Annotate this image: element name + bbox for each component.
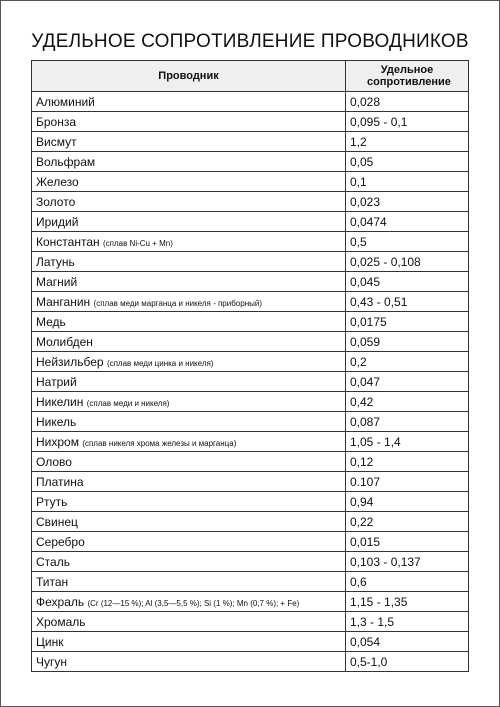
resistance-value: 1,2 — [346, 132, 469, 152]
header-resistance-label: Удельное сопротивление — [367, 64, 451, 88]
conductor-name: Никель — [36, 414, 77, 429]
conductor-name: Алюминий — [36, 94, 95, 109]
conductor-cell — [32, 492, 346, 512]
conductor-cell — [32, 172, 346, 192]
conductor-name: Свинец — [36, 514, 78, 529]
table-row — [32, 652, 469, 672]
conductor-note: (сплав меди цинка и никеля) — [106, 358, 214, 368]
conductor-cell — [32, 112, 346, 132]
resistance-value: 0,028 — [346, 92, 469, 112]
table-row — [32, 332, 469, 352]
conductor-name: Железо — [36, 174, 79, 189]
table-row — [32, 492, 469, 512]
conductor-name: Нихром — [36, 434, 79, 449]
conductor-cell — [32, 272, 346, 292]
conductor-name: Иридий — [36, 214, 79, 229]
conductor-name: Манганин — [36, 294, 91, 309]
conductor-cell — [32, 212, 346, 232]
table-row — [32, 132, 469, 152]
page-title: УДЕЛЬНОЕ СОПРОТИВЛЕНИЕ ПРОВОДНИКОВ — [31, 31, 469, 52]
table-row — [32, 152, 469, 172]
resistance-value: 0,5 — [346, 232, 469, 252]
table-row — [32, 472, 469, 492]
resistance-value: 0,023 — [346, 192, 469, 212]
conductor-note: (сплав никеля хрома железы и марганца) — [82, 438, 237, 448]
resistance-value: 0,05 — [346, 152, 469, 172]
conductor-cell — [32, 632, 346, 652]
table-row — [32, 372, 469, 392]
resistance-value: 1,3 - 1,5 — [346, 612, 469, 632]
conductor-name: Ртуть — [36, 494, 68, 509]
conductor-name: Висмут — [36, 134, 77, 149]
conductor-cell — [32, 352, 346, 372]
conductor-name: Вольфрам — [36, 154, 96, 169]
resistance-value: 0,5-1,0 — [346, 652, 469, 672]
conductor-cell — [32, 512, 346, 532]
table-row — [32, 212, 469, 232]
table-row — [32, 292, 469, 312]
conductor-cell — [32, 432, 346, 452]
conductor-name: Фехраль — [36, 594, 85, 609]
resistance-value: 0,025 - 0,108 — [346, 252, 469, 272]
conductor-cell — [32, 332, 346, 352]
conductor-cell — [32, 312, 346, 332]
resistance-value: 0,0474 — [346, 212, 469, 232]
conductor-name: Натрий — [36, 374, 77, 389]
table-row — [32, 272, 469, 292]
conductor-name: Чугун — [36, 654, 68, 669]
conductor-name: Цинк — [36, 634, 64, 649]
conductor-name: Молибден — [36, 334, 93, 349]
conductor-cell — [32, 612, 346, 632]
conductor-cell — [32, 372, 346, 392]
conductor-name: Золото — [36, 194, 76, 209]
table-row — [32, 412, 469, 432]
resistance-value: 0,1 — [346, 172, 469, 192]
conductor-name: Никелин — [36, 394, 84, 409]
conductor-cell — [32, 192, 346, 212]
conductor-cell — [32, 92, 346, 112]
conductor-cell — [32, 452, 346, 472]
resistance-value: 0,12 — [346, 452, 469, 472]
conductor-note: (Cr (12—15 %); Al (3,5—5,5 %); Si (1 %); Mn (0,7 %); + Fe) — [87, 598, 300, 608]
conductor-name: Медь — [36, 314, 66, 329]
resistance-value: 0,103 - 0,137 — [346, 552, 469, 572]
conductor-name: Платина — [36, 474, 84, 489]
conductor-name: Магний — [36, 274, 78, 289]
resistance-value: 0,095 - 0,1 — [346, 112, 469, 132]
conductor-cell — [32, 552, 346, 572]
table-row — [32, 592, 469, 612]
table-header-row — [32, 61, 469, 92]
resistance-value: 1,05 - 1,4 — [346, 432, 469, 452]
resistance-value: 0.107 — [346, 472, 469, 492]
conductor-note: (сплав Ni-Cu + Mn) — [102, 238, 173, 248]
resistance-value: 0,6 — [346, 572, 469, 592]
table-row — [32, 172, 469, 192]
conductor-name: Нейзильбер — [36, 354, 104, 369]
resistance-value: 0,22 — [346, 512, 469, 532]
resistance-value: 0,087 — [346, 412, 469, 432]
resistance-value: 1,15 - 1,35 — [346, 592, 469, 612]
resistance-value: 0,015 — [346, 532, 469, 552]
conductor-name: Бронза — [36, 114, 77, 129]
conductor-name: Олово — [36, 454, 72, 469]
resistance-value: 0,43 - 0,51 — [346, 292, 469, 312]
conductor-cell — [32, 232, 346, 252]
resistivity-table — [31, 60, 469, 672]
table-row — [32, 312, 469, 332]
table-row — [32, 552, 469, 572]
header-resistance — [346, 61, 469, 92]
table-row — [32, 432, 469, 452]
conductor-name: Латунь — [36, 254, 75, 269]
table-row — [32, 232, 469, 252]
table-row — [32, 252, 469, 272]
conductor-cell — [32, 152, 346, 172]
conductor-cell — [32, 132, 346, 152]
resistance-value: 0,2 — [346, 352, 469, 372]
table-row — [32, 532, 469, 552]
conductor-note: (сплав меди и никеля) — [86, 398, 170, 408]
conductor-cell — [32, 592, 346, 612]
table-row — [32, 632, 469, 652]
conductor-cell — [32, 572, 346, 592]
table-row — [32, 92, 469, 112]
conductor-note: (сплав меди марганца и никеля - приборный) — [93, 298, 263, 308]
resistance-value: 0,059 — [346, 332, 469, 352]
table-row — [32, 112, 469, 132]
header-conductor: Проводник — [32, 61, 346, 92]
conductor-name: Титан — [36, 574, 69, 589]
conductor-cell — [32, 392, 346, 412]
conductor-name: Серебро — [36, 534, 85, 549]
table-row — [32, 392, 469, 412]
conductor-name: Сталь — [36, 554, 70, 569]
table-row — [32, 352, 469, 372]
conductor-cell — [32, 652, 346, 672]
table-row — [32, 192, 469, 212]
conductor-cell — [32, 292, 346, 312]
table-row — [32, 512, 469, 532]
resistance-value: 0,42 — [346, 392, 469, 412]
resistance-value: 0,047 — [346, 372, 469, 392]
table-row — [32, 612, 469, 632]
conductor-cell — [32, 252, 346, 272]
resistance-value: 0,94 — [346, 492, 469, 512]
conductor-name: Константан — [36, 234, 100, 249]
table-row — [32, 572, 469, 592]
conductor-cell — [32, 472, 346, 492]
resistance-value: 0,0175 — [346, 312, 469, 332]
resistance-value: 0,045 — [346, 272, 469, 292]
conductor-cell — [32, 412, 346, 432]
conductor-name: Хромаль — [36, 614, 86, 629]
table-row — [32, 452, 469, 472]
conductor-cell — [32, 532, 346, 552]
resistance-value: 0,054 — [346, 632, 469, 652]
